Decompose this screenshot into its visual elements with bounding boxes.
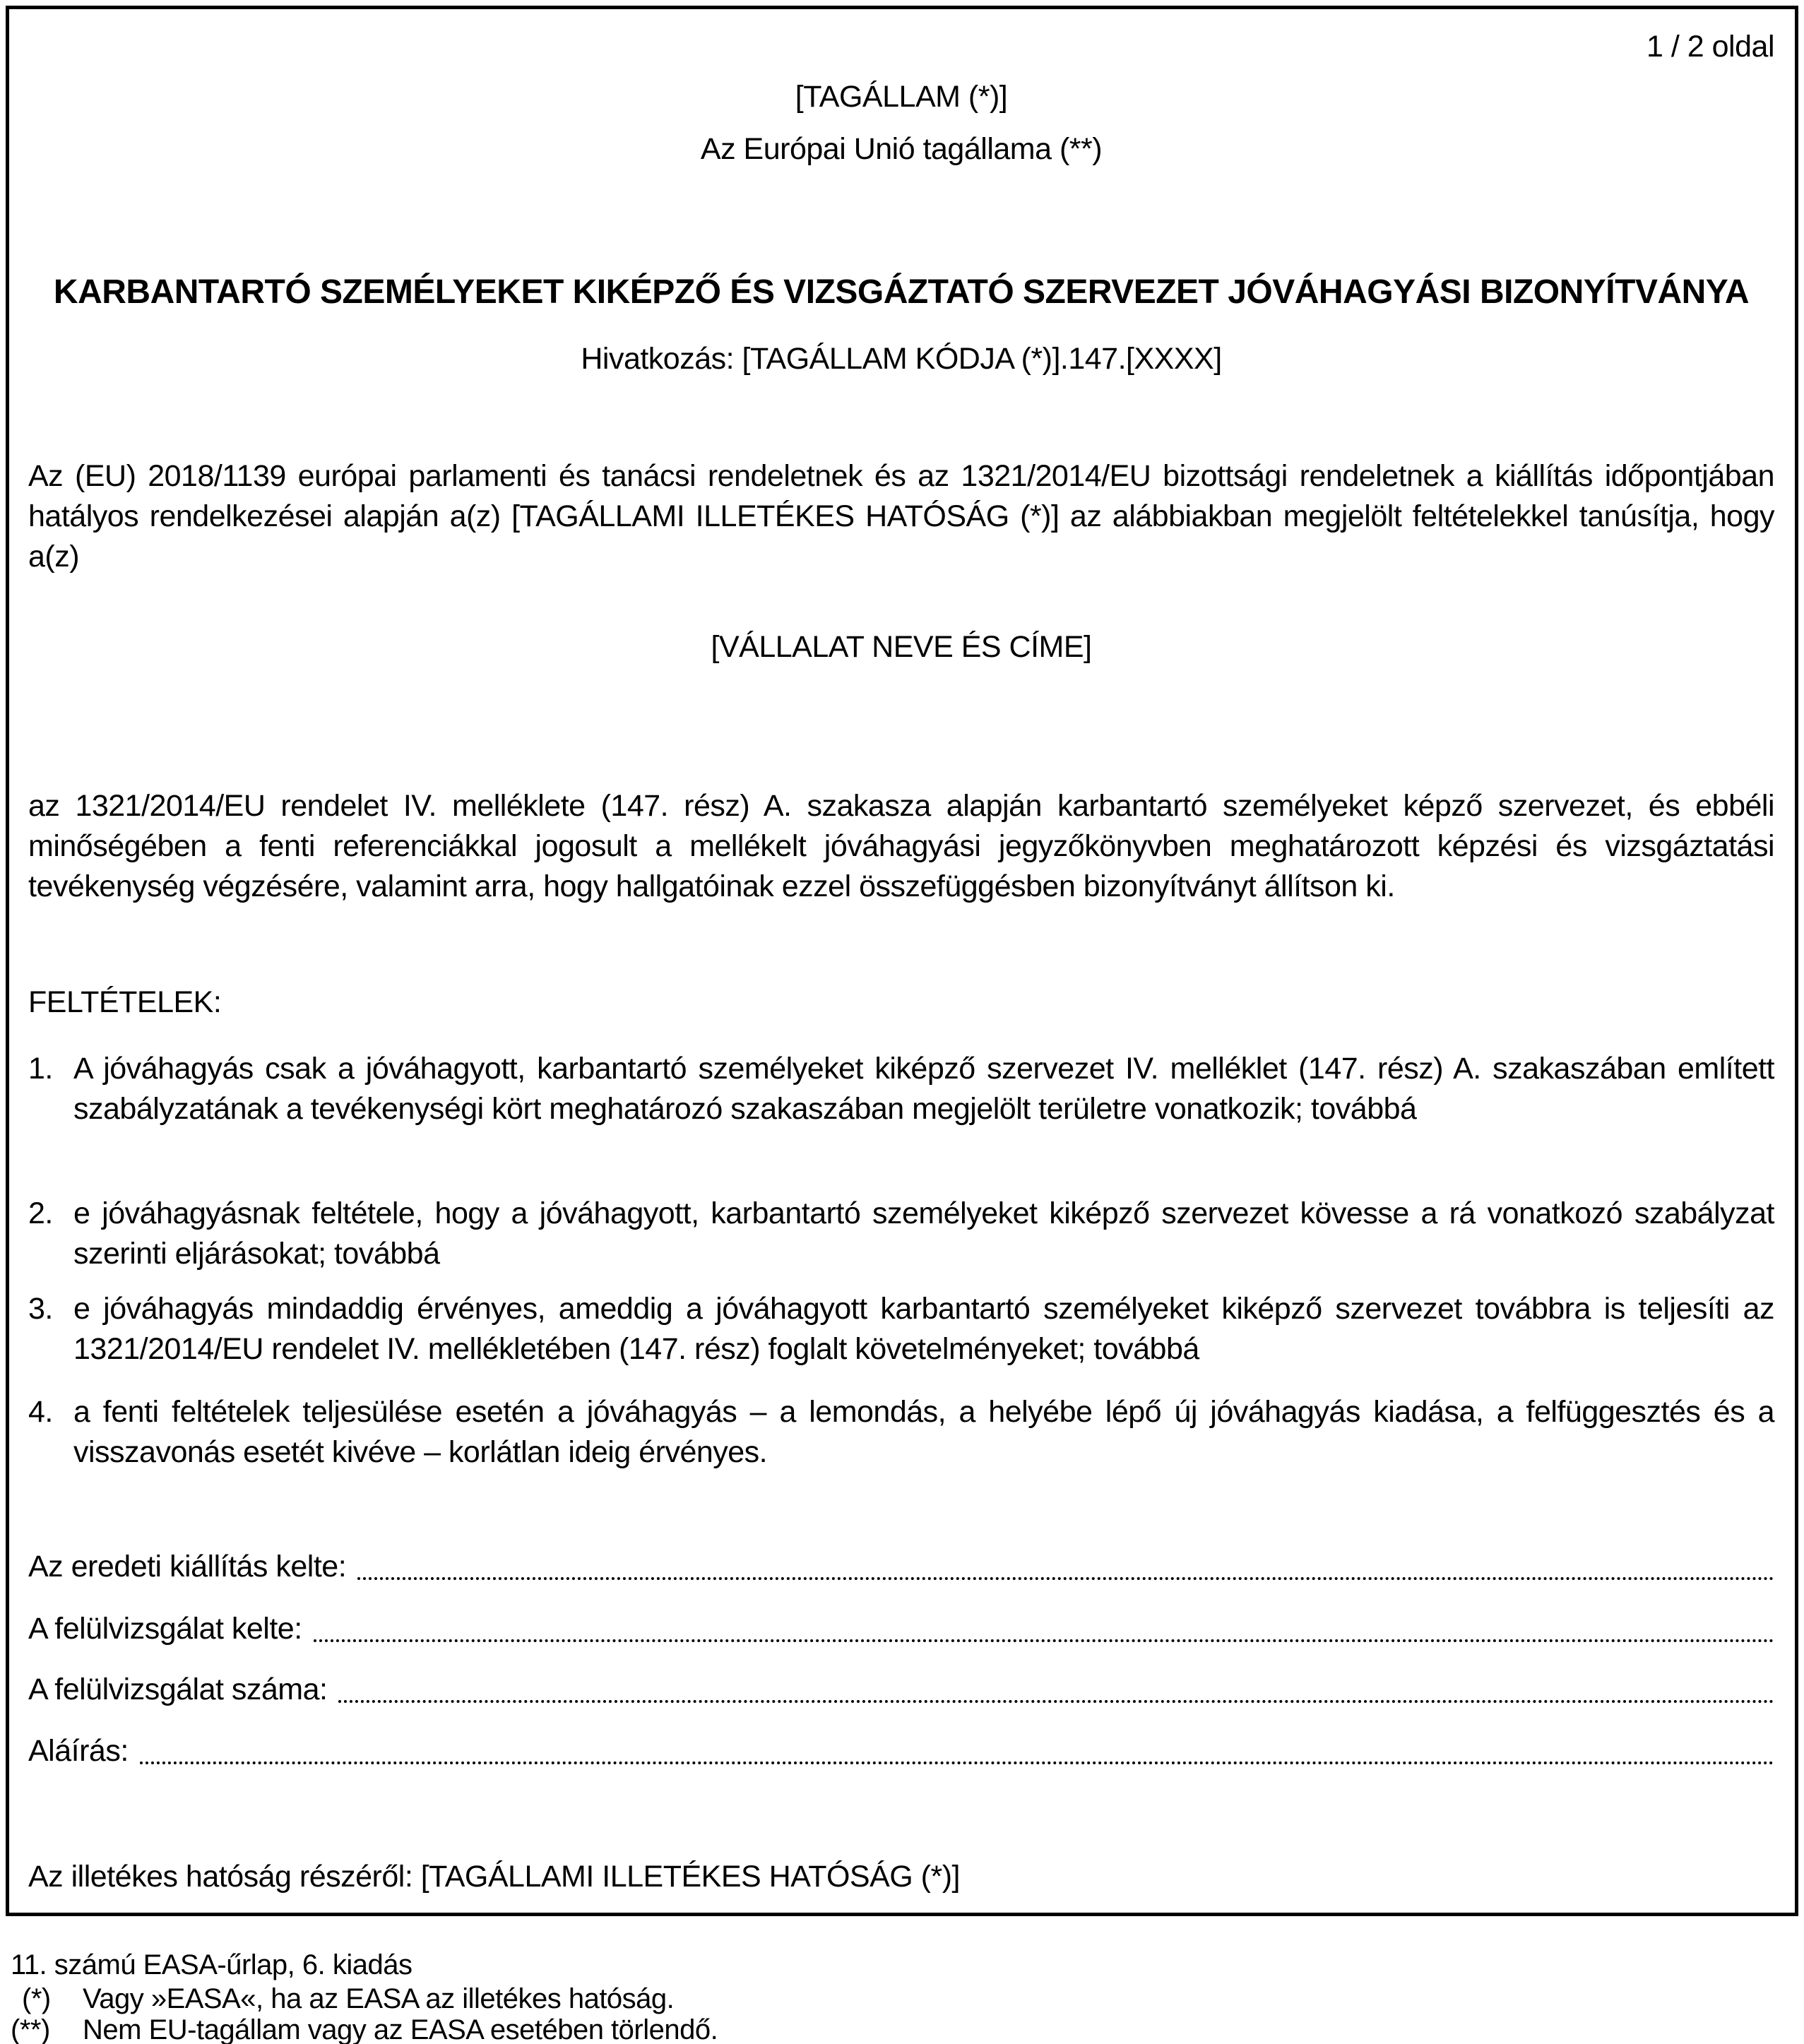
dotted-fill-line xyxy=(314,1639,1774,1642)
condition-item-3 xyxy=(28,1289,1774,1369)
field-label: Aláírás: xyxy=(28,1734,129,1768)
condition-number: 4. xyxy=(28,1395,53,1429)
page-number: 1 / 2 oldal xyxy=(1646,30,1774,64)
member-state-placeholder: [TAGÁLLAM (*)] xyxy=(795,80,1008,114)
footnote-marker: (**) xyxy=(11,2014,50,2044)
easa-form-number-line: 11. számú EASA-űrlap, 6. kiadás xyxy=(11,1949,413,1980)
footnote-double-asterisk xyxy=(11,2013,1776,2044)
reference-line: Hivatkozás: [TAGÁLLAM KÓDJA (*)].147.[XXXX] xyxy=(581,342,1222,376)
field-label: A felülvizsgálat száma: xyxy=(28,1672,328,1706)
footnote-single-asterisk xyxy=(11,1982,1776,2016)
condition-number: 2. xyxy=(28,1196,53,1230)
certificate-title: KARBANTARTÓ SZEMÉLYEKET KIKÉPZŐ ÉS VIZSGÁZTATÓ SZERVEZET JÓVÁHAGYÁSI BIZONYÍTVÁNYA xyxy=(53,273,1750,311)
dotted-fill-line xyxy=(338,1700,1774,1703)
field-original-issue-date xyxy=(28,1547,1774,1587)
condition-text: e jóváhagyás mindaddig érvényes, ameddig a jóváhagyott karbantartó személyeket kiképző szervezet továbbra is teljesíti az 1321/2014/EU rendelet IV. mellékletében (147. rész) foglalt követelményeket; továbbá xyxy=(73,1292,1774,1366)
intro-paragraph: Az (EU) 2018/1139 európai parlamenti és tanácsi rendeletnek és az 1321/2014/EU bizottsági rendeletnek a kiállítás időpontjában hatályos rendelkezései alapján a(z) [TAGÁLLAMI ILLETÉKES HATÓSÁG (*)] az alábbiakban megjelölt feltételekkel tanúsítja, hogy a(z) xyxy=(28,459,1774,574)
company-name-placeholder: [VÁLLALAT NEVE ÉS CÍME] xyxy=(711,630,1092,664)
authorization-paragraph: az 1321/2014/EU rendelet IV. melléklete (147. rész) A. szakasza alapján karbantartó személyeket képző szervezet, és ebbéli minőségében a fenti referenciákkal jogosult a mellékelt jóváhagyási jegyzőkönyvben meghatározott képzési és vizsgáztatási tevékenység végzésére, valamint arra, hogy hallgatóinak ezzel összefüggésben bizonyítványt állítson ki. xyxy=(28,789,1774,903)
condition-number: 1. xyxy=(28,1052,53,1086)
authority-line: Az illetékes hatóság részéről: [TAGÁLLAMI ILLETÉKES HATÓSÁG (*)] xyxy=(28,1860,960,1894)
conditions-heading: FELTÉTELEK: xyxy=(28,985,222,1019)
footnote-text: Nem EU-tagállam vagy az EASA esetében törlendő. xyxy=(83,2014,718,2044)
certificate-border-box xyxy=(6,6,1798,1916)
eu-member-subtitle: Az Európai Unió tagállama (**) xyxy=(700,132,1103,166)
field-revision-date xyxy=(28,1609,1774,1649)
field-revision-number xyxy=(28,1670,1774,1710)
footnote-text: Vagy »EASA«, ha az EASA az illetékes hatóság. xyxy=(83,1983,675,2014)
condition-item-2 xyxy=(28,1194,1774,1274)
condition-text: A jóváhagyás csak a jóváhagyott, karbantartó személyeket kiképző szervezet IV. melléklet (147. rész) A. szakaszában említett szabályzatának a tevékenységi kört meghatározó szakaszában megjelölt területre vonatkozik; továbbá xyxy=(73,1052,1774,1126)
condition-item-4 xyxy=(28,1392,1774,1473)
footnote-marker: (*) xyxy=(22,1983,51,2014)
condition-text: a fenti feltételek teljesülése esetén a jóváhagyás – a lemondás, a helyébe lépő új jóváhagyás kiadása, a felfüggesztés és a visszavonás esetét kivéve – korlátlan ideig érvényes. xyxy=(73,1395,1774,1469)
condition-number: 3. xyxy=(28,1292,53,1326)
condition-item-1 xyxy=(28,1049,1774,1129)
field-signature xyxy=(28,1731,1774,1771)
dotted-fill-line xyxy=(357,1577,1774,1580)
field-label: A felülvizsgálat kelte: xyxy=(28,1612,302,1646)
condition-text: e jóváhagyásnak feltétele, hogy a jóváhagyott, karbantartó személyeket kiképző szervezet kövesse a rá vonatkozó szabályzat szerinti eljárásokat; továbbá xyxy=(73,1196,1774,1271)
dotted-fill-line xyxy=(140,1761,1774,1764)
field-label: Az eredeti kiállítás kelte: xyxy=(28,1550,347,1583)
